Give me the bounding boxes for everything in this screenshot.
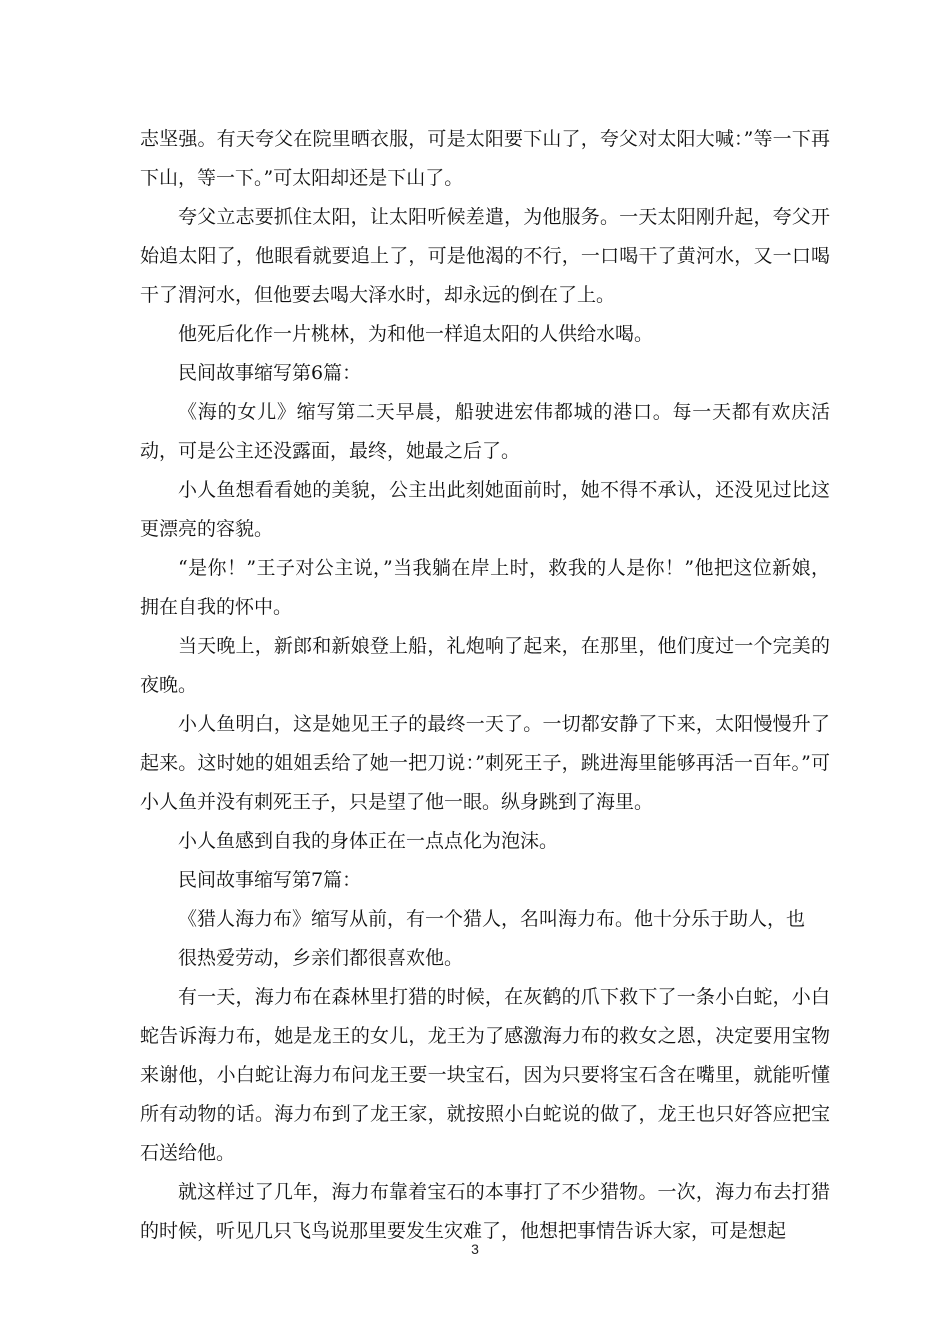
paragraph: 小人鱼明白，这是她见王子的最终一天了。一切都安静了下来，太阳慢慢升了起来。这时她的姐姐丢给了她一把刀说：”刺死王子，跳进海里能够再活一百年。”可小人鱼并没有刺死王子，只是望了他一眼。纵身跳到了海里。 — [140, 713, 830, 813]
page-number: 3 — [471, 1241, 479, 1257]
paragraph: 《海的女儿》缩写第二天早晨，船驶进宏伟都城的港口。每一天都有欢庆活动，可是公主还没露面，最终，她最之后了。 — [140, 401, 830, 462]
paragraph: “是你！”王子对公主说，”当我躺在岸上时，救我的人是你！”他把这位新娘，拥在自我的怀中。 — [140, 557, 830, 618]
paragraph: 他死后化作一片桃林，为和他一样追太阳的人供给水喝。 — [178, 323, 654, 345]
paragraph: 民间故事缩写第6篇： — [178, 362, 362, 384]
paragraph: 小人鱼想看看她的美貌，公主出此刻她面前时，她不得不承认，还没见过比这更漂亮的容貌。 — [140, 479, 830, 540]
document-body — [140, 120, 830, 1251]
paragraph: 很热爱劳动，乡亲们都很喜欢他。 — [178, 947, 464, 969]
paragraph: 志坚强。有天夸父在院里晒衣服，可是太阳要下山了，夸父对太阳大喊：”等一下再下山，等一下。”可太阳却还是下山了。 — [140, 128, 830, 189]
paragraph: 《猎人海力布》缩写从前，有一个猎人，名叫海力布。他十分乐于助人，也 — [178, 908, 806, 930]
paragraph: 小人鱼感到自我的身体正在一点点化为泡沫。 — [178, 830, 559, 852]
paragraph: 当天晚上，新郎和新娘登上船，礼炮响了起来，在那里，他们度过一个完美的夜晚。 — [140, 635, 830, 696]
paragraph: 有一天，海力布在森林里打猎的时候，在灰鹤的爪下救下了一条小白蛇，小白蛇告诉海力布，她是龙王的女儿，龙王为了感激海力布的救女之恩，决定要用宝物来谢他，小白蛇让海力布问龙王要一块宝石，因为只要将宝石含在嘴里，就能听懂所有动物的话。海力布到了龙王家，就按照小白蛇说的做了，龙王也只好答应把宝石送给他。 — [140, 986, 830, 1164]
paragraph: 民间故事缩写第7篇： — [178, 869, 362, 891]
paragraph: 就这样过了几年，海力布靠着宝石的本事打了不少猎物。一次，海力布去打猎的时候，听见几只飞鸟说那里要发生灾难了，他想把事情告诉大家，可是想起 — [140, 1181, 830, 1242]
paragraph: 夸父立志要抓住太阳，让太阳听候差遣，为他服务。一天太阳刚升起，夸父开始追太阳了，他眼看就要追上了，可是他渴的不行，一口喝干了黄河水，又一口喝干了渭河水，但他要去喝大泽水时，却永远的倒在了上。 — [140, 206, 830, 306]
